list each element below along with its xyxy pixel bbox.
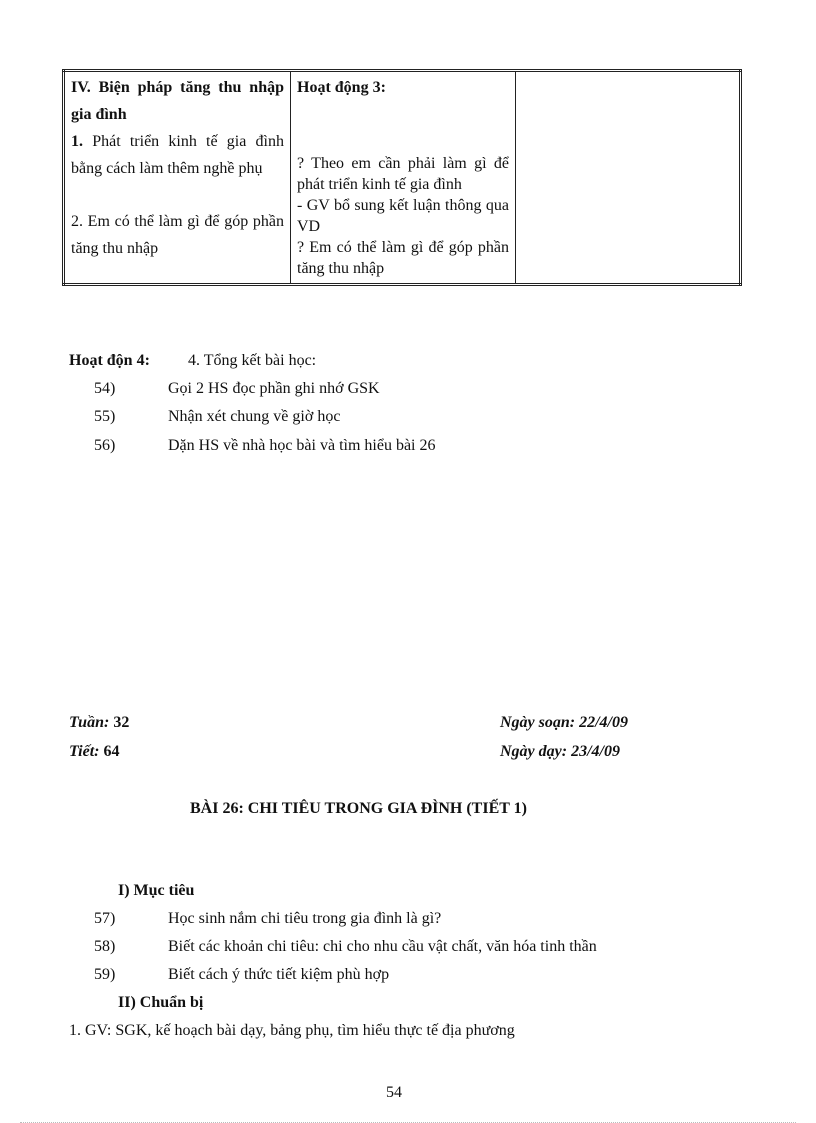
preparation-line: 1. GV: SGK, kế hoạch bài dạy, bảng phụ, tìm hiểu thực tế địa phương <box>69 1022 515 1039</box>
list-item-text: Gọi 2 HS đọc phần ghi nhớ GSK <box>168 380 380 397</box>
conclusion-note: - GV bổ sung kết luận thông qua VD <box>297 197 509 235</box>
table-cell-activity <box>291 71 516 285</box>
period-line <box>69 743 120 761</box>
section-heading: IV. Biện pháp tăng thu nhập gia đình <box>71 79 284 123</box>
list-item-text: Học sinh nắm chi tiêu trong gia đình là gì? <box>168 910 442 927</box>
week-line <box>69 714 129 732</box>
lesson-table <box>62 69 742 286</box>
objectives-heading: I) Mục tiêu <box>118 882 195 899</box>
table-cell-empty <box>516 71 741 285</box>
point-2: 2. Em có thể làm gì để góp phần tăng thu nhập <box>71 213 284 257</box>
question-2: ? Em có thể làm gì để góp phần tăng thu nhập <box>297 239 509 277</box>
list-item-number: 56) <box>94 437 116 454</box>
period-label: Tiết: <box>69 743 100 760</box>
activity-4-label: Hoạt độn 4: <box>69 352 150 369</box>
period-value: 64 <box>99 743 120 760</box>
activity-heading: Hoạt động 3: <box>297 79 386 96</box>
list-item-text: Biết cách ý thức tiết kiệm phù hợp <box>168 966 390 983</box>
list-item-text: Dặn HS về nhà học bài và tìm hiểu bài 26 <box>168 437 436 454</box>
table-cell-content <box>64 71 291 285</box>
list-item-number: 59) <box>94 966 116 983</box>
point-1-number: 1. <box>71 133 83 150</box>
list-item-number: 57) <box>94 910 116 927</box>
week-value: 32 <box>109 714 130 731</box>
list-item-number: 55) <box>94 408 116 425</box>
lesson-title: BÀI 26: CHI TIÊU TRONG GIA ĐÌNH (TIẾT 1) <box>190 800 527 817</box>
prep-date: Ngày soạn: 22/4/09 <box>500 714 628 731</box>
question-1: ? Theo em cần phải làm gì để phát triển kinh tế gia đình <box>297 155 509 193</box>
page-number: 54 <box>386 1084 402 1101</box>
list-item-text: Biết các khoản chi tiêu: chi cho nhu cầu vật chất, văn hóa tinh thần <box>168 938 597 955</box>
preparation-heading: II) Chuẩn bị <box>118 994 204 1011</box>
teach-date: Ngày dạy: 23/4/09 <box>500 743 620 760</box>
week-label: Tuần: <box>69 714 110 731</box>
point-1 <box>71 128 284 182</box>
list-item-text: Nhận xét chung về giờ học <box>168 408 341 425</box>
point-1-text: Phát triển kinh tế gia đình bằng cách làm thêm nghề phụ <box>71 133 284 177</box>
list-item-number: 58) <box>94 938 116 955</box>
list-item-number: 54) <box>94 380 116 397</box>
activity-4-title: 4. Tổng kết bài học: <box>188 352 317 369</box>
